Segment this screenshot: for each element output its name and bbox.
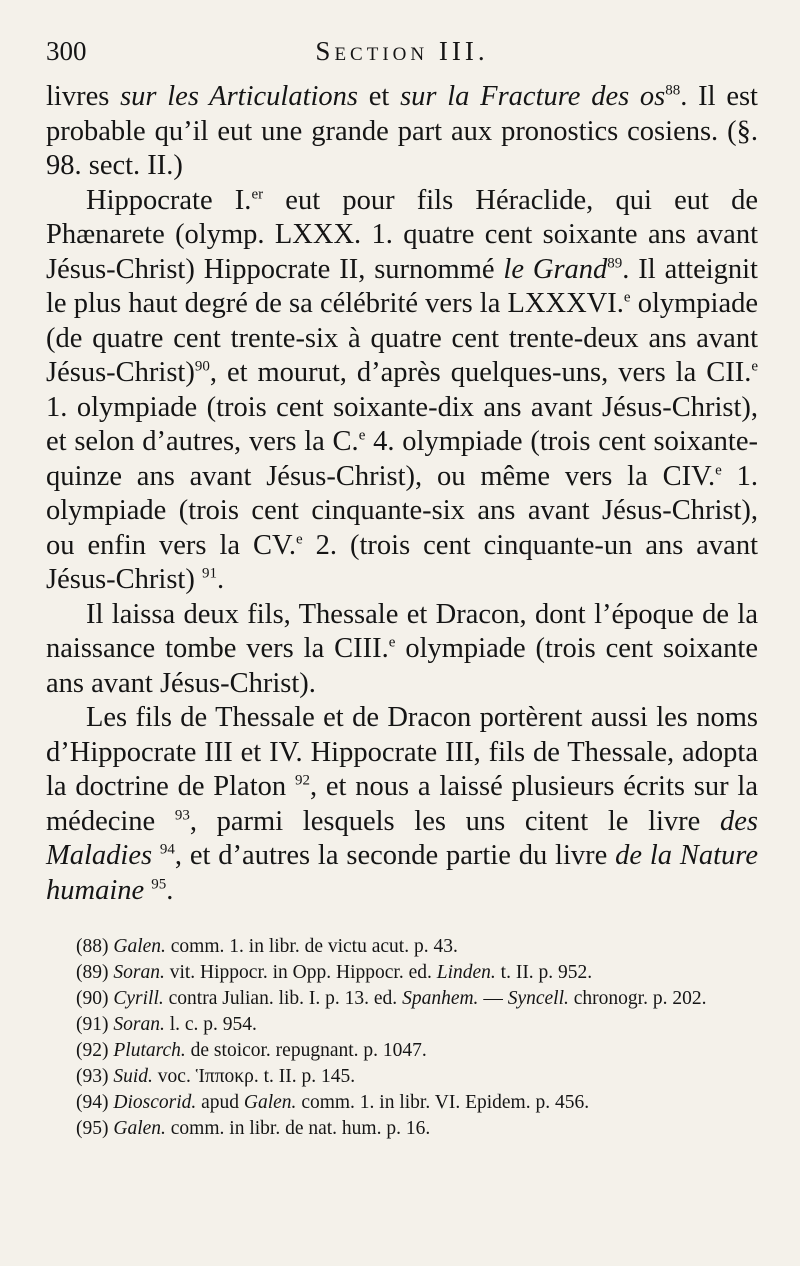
text-run: , et d’autres la seconde partie du livre [174,840,616,871]
text-run: , parmi lesquels les uns citent le livre [189,805,720,837]
text-run: vit. Hippocr. in Opp. Hippocr. ed. [164,962,437,983]
text-run: 4. olympiade (trois cent soixante-quinze ans avant Jésus-Christ), ou même vers la CIV. [46,426,758,492]
page-number: 300 [46,36,87,66]
text-run: (90) [76,988,114,1009]
text-run: voc. Ἱπποκρ. t. II. p. 145. [152,1066,356,1087]
italic-text: Soran. [113,962,165,983]
footnote [46,1116,758,1142]
italic-text: des Maladies [46,805,758,871]
footnote [46,1038,758,1064]
paragraph [46,80,758,184]
main-text [46,80,758,908]
note-reference: e [388,634,396,651]
italic-text: Syncell. [507,988,569,1009]
note-reference: e [623,289,631,306]
note-reference: e [751,358,758,375]
italic-text: Plutarch. [113,1040,186,1061]
note-reference: 90 [194,358,210,375]
footnote [46,1090,758,1116]
text-run: . [166,874,174,906]
footnote [46,1064,758,1090]
text-run: (93) [76,1066,114,1087]
text-run: comm. in libr. de nat. hum. p. 16. [165,1118,431,1139]
note-reference: 95 [151,876,167,892]
text-run: 1. olympiade (trois cent soixante-dix ans avant Jésus-Christ), et selon d’autres, vers la C. [46,391,758,457]
italic-text: Galen. [113,1118,166,1139]
text-run: apud [196,1092,244,1113]
paragraph [46,701,758,908]
note-reference: 91 [201,565,217,582]
text-run: livres [46,81,121,112]
text-run: (89) [76,962,114,983]
italic-text: Dioscorid. [113,1092,197,1113]
note-reference: e [715,462,722,478]
italic-text: Linden. [436,962,496,983]
text-run: t. II. p. 952. [495,962,593,983]
text-run: (94) [76,1092,114,1113]
note-reference: er [251,186,264,202]
text-run: , et mourut, d’après quelques-uns, vers la CII. [209,357,752,388]
note-reference: 92 [294,772,310,789]
italic-text: le Grand [503,253,608,285]
text-run: eut pour fils Héraclide, qui eut de Phænarete (olymp. LXXX. 1. quatre cent soixante ans avant Jésus-Christ) Hippocrate II, surnommé [46,184,758,285]
footnotes [46,934,758,1142]
text-run: (95) [76,1118,114,1139]
paragraph [46,598,758,702]
italic-text: Suid. [113,1066,153,1087]
text-run: Hippocrate I. [86,184,252,216]
italic-text: Spanhem. [402,988,479,1009]
text-run: olympiade (trois cent soixante ans avant Jésus-Christ). [46,633,758,699]
text-run: (92) [76,1040,114,1061]
text-run: (91) [76,1014,114,1035]
text-run: de stoicor. repugnant. p. 1047. [185,1040,427,1061]
text-run [152,840,160,871]
text-run: comm. 1. in libr. de victu acut. p. 43. [165,936,458,957]
italic-text: sur les Articulations [120,81,358,112]
text-run: chronogr. p. 202. [568,988,707,1009]
text-run: 2. (trois cent cinquante-un ans avant Jésus-Christ) [46,529,758,595]
text-run: , et nous a laissé plusieurs écrits sur la médecine [46,771,759,837]
text-run: Les fils de Thessale et de Dracon portèrent aussi les noms d’Hippocrate III et IV. Hippocrate III, fils de Thessale, adopta la doctrine de Platon [46,702,758,802]
footnote [46,934,758,960]
text-run: comm. 1. in libr. VI. Epidem. p. 456. [296,1092,590,1113]
text-run: et [358,81,401,112]
footnote [46,960,758,986]
note-reference: 94 [159,841,175,858]
page-header [46,36,758,80]
note-reference: e [358,427,366,444]
text-run: 1. olympiade (trois cent cinquante-six ans avant Jésus-Christ), ou enfin vers la CV. [46,460,758,561]
running-head: Section III. [315,36,489,66]
italic-text: Galen. [243,1092,297,1113]
footnote [46,986,758,1012]
italic-text: sur la Fracture des os [400,81,666,112]
note-reference: e [296,531,303,547]
text-run: Il laissa deux fils, Thessale et Dracon, dont l’époque de la naissance tombe vers la CIII. [46,598,758,664]
italic-text: de la Nature humaine [46,840,758,906]
text-run: . [216,564,225,595]
text-run: . Il atteignit le plus haut degré de sa célébrité vers la LXXXVI. [46,253,758,319]
text-run: — [478,988,508,1009]
italic-text: Galen. [113,936,166,957]
italic-text: Cyrill. [113,988,164,1009]
text-run: contra Julian. lib. I. p. 13. ed. [163,988,403,1009]
text-run: olympiade (de quatre cent trente-six à quatre cent trente-deux ans avant Jésus-Christ) [46,288,758,388]
note-reference: 93 [174,807,190,823]
paragraph [46,184,758,598]
text-run: l. c. p. 954. [164,1014,257,1035]
footnote [46,1012,758,1038]
text-run: . Il est probable qu’il eut une grande part aux pronostics cosiens. (§. 98. sect. II.) [46,81,758,181]
note-reference: 88 [665,82,681,99]
italic-text: Soran. [113,1014,165,1035]
text-run: (88) [76,936,114,957]
note-reference: 89 [607,255,623,271]
